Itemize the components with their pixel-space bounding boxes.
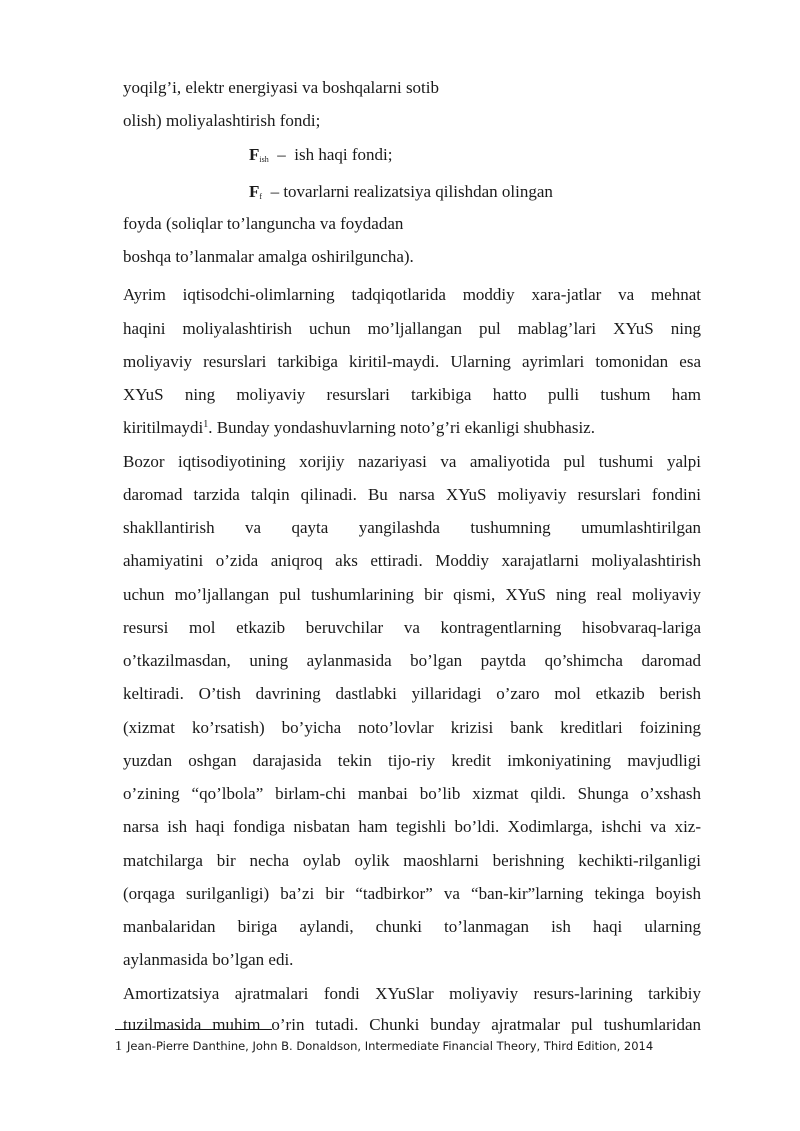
paragraph-line: o’zining “qo’lbola” birlam-chi manbai bo’lib xizmat qildi. Shunga o’xshash [123,784,701,803]
definition-text: tovarlarni realizatsiya qilishdan olingan [283,182,553,201]
paragraph-line: daromad tarzida talqin qilinadi. Bu narsa XYuS moliyaviy resurslari fondini [123,485,701,504]
paragraph-line: Amortizatsiya ajratmalari fondi XYuSlar moliyaviy resurs-larining tarkibiy [123,984,701,1003]
paragraph-line: kiritilmaydi$^1$. Bunday yondashuvlarning noto’g’ri ekanligi shubhasiz. [123,418,595,437]
footnote-number: 1 [115,1039,122,1054]
paragraph-line: haqini moliyalashtirish uchun mo’ljallangan pul mablag’lari XYuS ning [123,319,701,338]
definition-line: $F_f$ – tovarlarni realizatsiya qilishdan olingan [249,182,553,201]
paragraph-line: resursi mol etkazib beruvchilar va kontragentlarning hisobvaraq-lariga [123,618,701,637]
paragraph-line: ahamiyatini o’zida aniqroq aks ettiradi. Moddiy xarajatlarni moliyalashtirish [123,551,701,570]
paragraph-line: shakllantirish va qayta yangilashda tushumning umumlashtirilgan [123,518,701,537]
paragraph-line: uchun mo’ljallangan pul tushumlarining bir qismi, XYuS ning real moliyaviy [123,585,701,604]
paragraph-line: moliyaviy resurslari tarkibiga kiritil-maydi. Ularning ayrimlari tomonidan esa [123,352,701,371]
definition-text: ish haqi fondi; [294,145,393,164]
text-line: boshqa to’lanmalar amalga oshirilguncha). [123,247,414,266]
text-line: foyda (soliqlar to’languncha va foydadan [123,214,404,233]
text-line: olish) moliyalashtirish fondi; [123,111,321,130]
formula-symbol: $F_{ish}$ [249,145,269,164]
footnote-divider [115,1029,272,1030]
definition-line: $F_{ish}$ – ish haqi fondi; [249,145,393,164]
paragraph-line: matchilarga bir necha oylab oylik maoshlarni berishning kechikti-rilganligi [123,851,701,870]
paragraph-line: o’tkazilmasdan, uning aylanmasida bo’lgan paytda qo’shimcha daromad [123,651,701,670]
paragraph-line: manbalaridan biriga aylandi, chunki to’lanmagan ish haqi ularning [123,917,701,936]
paragraph-line: yuzdan oshgan darajasida tekin tijo-riy kredit imkoniyatining mavjudligi [123,751,701,770]
paragraph-line: keltiradi. O’tish davrining dastlabki yillaridagi o’zaro mol etkazib berish [123,684,701,703]
paragraph-line: Bozor iqtisodiyotining xorijiy nazariyasi va amaliyotida pul tushumi yalpi [123,452,701,471]
paragraph-line: (orqaga surilganligi) ba’zi bir “tadbirkor” va “ban-kir”larning tekinga boyish [123,884,701,903]
paragraph-line: aylanmasida bo’lgan edi. [123,950,294,969]
footnote-mark: 1 [203,419,209,430]
paragraph-line: Ayrim iqtisodchi-olimlarning tadqiqotlarida moddiy xara-jatlar va mehnat [123,285,701,304]
paragraph-line: (xizmat ko’rsatish) bo’yicha noto’lovlar krizisi bank kreditlari foizining [123,718,701,737]
paragraph-line: narsa ish haqi fondiga nisbatan ham tegishli bo’ldi. Xodimlarga, ishchi va xiz- [123,817,701,836]
formula-symbol: $F_f$ [249,182,263,201]
paragraph-line: tuzilmasida muhim o’rin tutadi. Chunki bunday ajratmalar pul tushumlaridan [123,1015,701,1034]
paragraph-line: XYuS ning moliyaviy resurslari tarkibiga hatto pulli tushum ham [123,385,701,404]
footnote [115,1037,653,1056]
footnote-text: Jean-Pierre Danthine, John B. Donaldson, Intermediate Financial Theory, Third Edition, 2014 [127,1039,654,1053]
text-line: yoqilg’i, elektr energiyasi va boshqalarni sotib [123,78,440,97]
